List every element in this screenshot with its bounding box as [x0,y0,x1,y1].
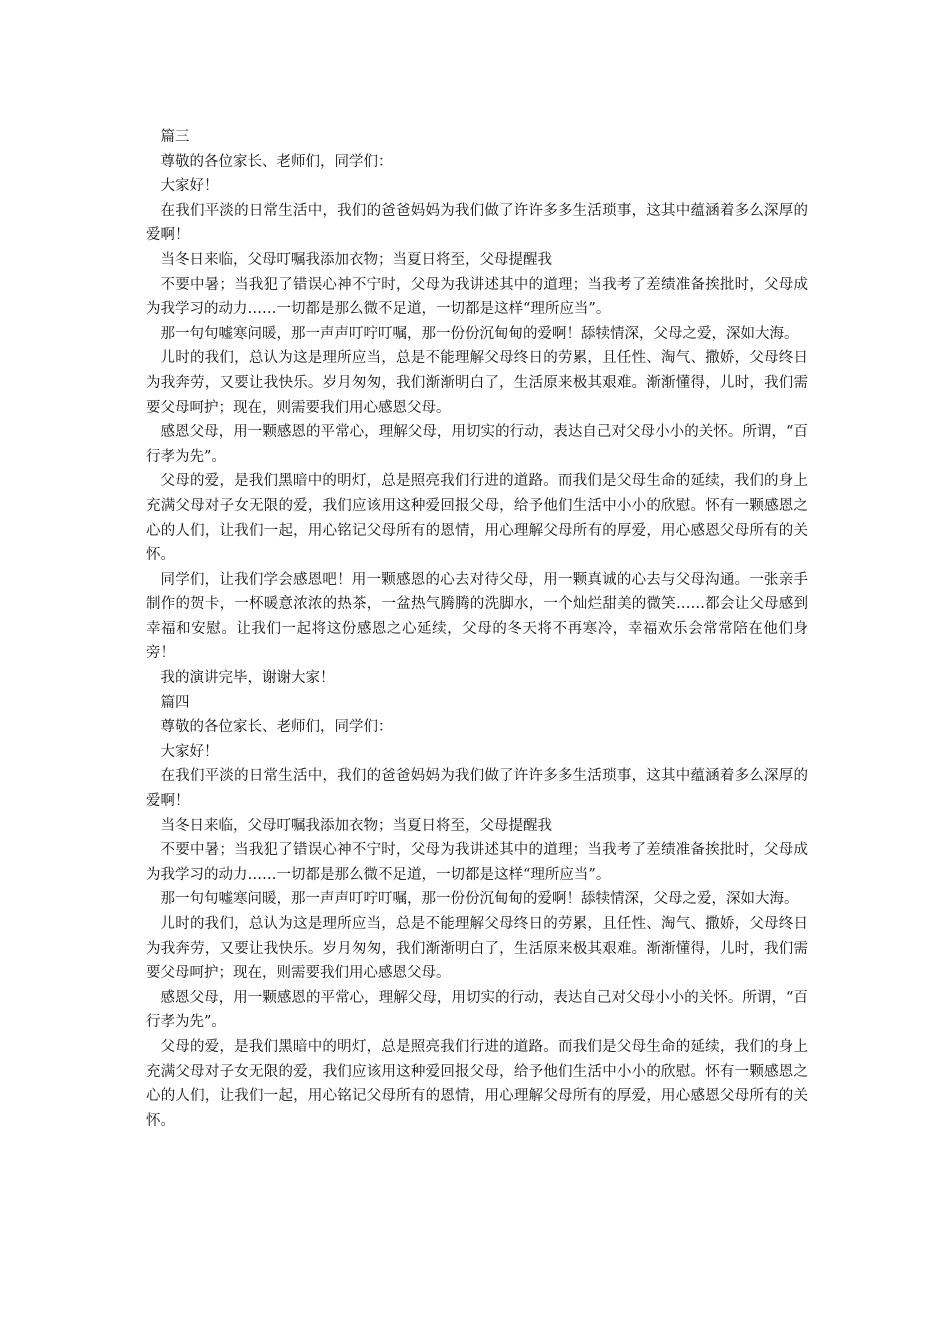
paragraph: 父母的爱，是我们黑暗中的明灯，总是照亮我们行进的道路。而我们是父母生命的延续，我们的身上充满父母对子女无限的爱，我们应该用这种爱回报父母，给予他们生活中小小的欣慰。怀有一颗感恩之心的人们，让我们一起，用心铭记父母所有的恩情，用心理解父母所有的厚爱，用心感恩父母所有的关怀。 [146,1038,808,1129]
section-heading: 篇三 [160,129,190,145]
paragraph: 感恩父母，用一颗感恩的平常心，理解父母，用切实的行动，表达自己对父母小小的关怀。所谓，“百行孝为先”。 [146,989,808,1031]
paragraph: 同学们，让我们学会感恩吧！用一颗感恩的心去对待父母，用一颗真诚的心去与父母沟通。一张亲手制作的贺卡，一杯暖意浓浓的热茶，一盆热气腾腾的洗脚水，一个灿烂甜美的微笑……都会让父母感到幸福和安慰。让我们一起将这份感恩之心延续，父母的冬天将不再寒冷，幸福欢乐会常常陪在他们身旁！ [146,571,808,662]
paragraph: 不要中暑；当我犯了错误心神不宁时，父母为我讲述其中的道理；当我考了差绩准备挨批时，父母成为我学习的动力……一切都是那么微不足道，一切都是这样“理所应当”。 [146,276,808,318]
paragraph: 在我们平淡的日常生活中，我们的爸爸妈妈为我们做了许许多多生活琐事，这其中蕴涵着多么深厚的爱啊！ [146,202,808,244]
paragraph: 那一句句嘘寒问暖，那一声声叮咛叮嘱，那一份份沉甸甸的爱啊！舔犊情深，父母之爱，深如大海。 [160,325,799,342]
greeting: 大家好！ [160,178,219,195]
paragraph: 儿时的我们，总认为这是理所应当，总是不能理解父母终日的劳累，且任性、淘气、撒娇，父母终日为我奔劳，又要让我快乐。岁月匆匆，我们渐渐明白了，生活原来极其艰难。渐渐懂得，儿时，我们需要父母呵护；现在，则需要我们用心感恩父母。 [146,350,808,416]
paragraph: 父母的爱，是我们黑暗中的明灯，总是照亮我们行进的道路。而我们是父母生命的延续，我们的身上充满父母对子女无限的爱，我们应该用这种爱回报父母，给予他们生活中小小的欣慰。怀有一颗感恩之心的人们，让我们一起，用心铭记父母所有的恩情，用心理解父母所有的厚爱，用心感恩父母所有的关怀。 [146,473,808,564]
salutation: 尊敬的各位家长、老师们，同学们： [160,719,393,736]
salutation: 尊敬的各位家长、老师们，同学们： [160,153,393,170]
section-heading: 篇四 [160,694,190,711]
closing: 我的演讲完毕，谢谢大家！ [160,670,335,687]
paragraph: 当冬日来临，父母叮嘱我添加衣物；当夏日将至，父母提醒我 [160,251,552,268]
paragraph: 当冬日来临，父母叮嘱我添加衣物；当夏日将至，父母提醒我 [160,817,552,834]
document-page [146,125,808,1133]
paragraph: 感恩父母，用一颗感恩的平常心，理解父母，用切实的行动，表达自己对父母小小的关怀。所谓，“百行孝为先”。 [146,424,808,465]
paragraph: 那一句句嘘寒问暖，那一声声叮咛叮嘱，那一份份沉甸甸的爱啊！舔犊情深，父母之爱，深如大海。 [160,891,799,908]
greeting: 大家好！ [160,743,219,760]
paragraph: 不要中暑；当我犯了错误心神不宁时，父母为我讲述其中的道理；当我考了差绩准备挨批时，父母成为我学习的动力……一切都是那么微不足道，一切都是这样“理所应当”。 [146,842,808,883]
paragraph: 儿时的我们，总认为这是理所应当，总是不能理解父母终日的劳累，且任性、淘气、撒娇，父母终日为我奔劳，又要让我快乐。岁月匆匆，我们渐渐明白了，生活原来极其艰难。渐渐懂得，儿时，我们需要父母呵护；现在，则需要我们用心感恩父母。 [146,916,808,982]
paragraph: 在我们平淡的日常生活中，我们的爸爸妈妈为我们做了许许多多生活琐事，这其中蕴涵着多么深厚的爱啊！ [146,768,808,810]
